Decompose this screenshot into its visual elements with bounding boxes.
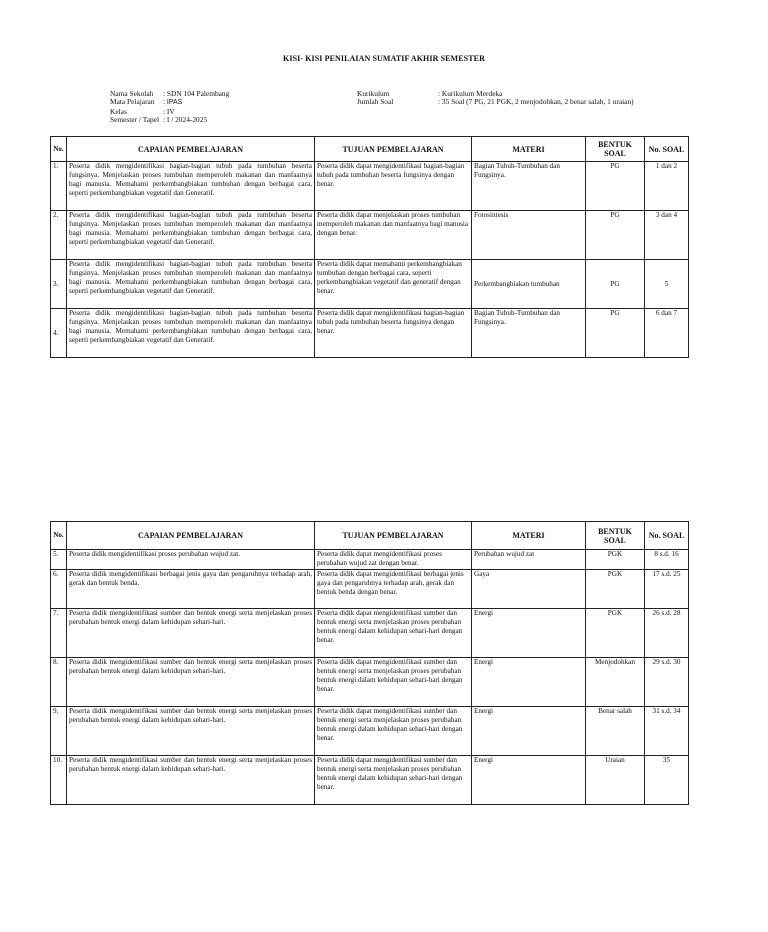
table-row (51, 162, 689, 211)
kisi-table-2 (50, 521, 689, 805)
info-label: Kurikulum (357, 89, 390, 98)
info-label: Semester / Tapel (110, 115, 160, 125)
row-bentuk: PG (586, 211, 645, 260)
info-label: Jumlah Soal (357, 97, 394, 107)
row-capaian: Peserta didik mengidentifikasi proses perubahan wujud zat. (67, 550, 315, 570)
row-nosoal: 29 s.d. 30 (645, 658, 689, 707)
row-tujuan: Peserta didik dapat mengidentifikasi sumber dan bentuk energi serta menjelaskan proses perubahan bentuk energi dalam kehidupan sehari-hari dengan benar. (315, 658, 472, 707)
row-number: 10. (51, 756, 67, 805)
row-tujuan: Peserta didik dapat mengidentifikasi proses perubahan wujud zat dengan benar. (315, 550, 472, 570)
row-materi: Energi (472, 756, 586, 805)
row-tujuan: Peserta didik dapat menjelaskan proses tumbuhan memperoleh makanan dan manfaatnya bagi manusia dengan benar. (315, 211, 472, 260)
row-nosoal: 5 (645, 260, 689, 309)
row-materi: Gaya (472, 570, 586, 609)
table-row (51, 570, 689, 609)
table-row (51, 707, 689, 756)
header-capaian: CAPAIAN PEMBELAJARAN (67, 522, 315, 550)
row-nosoal: 8 s.d. 16 (645, 550, 689, 570)
document-title: KISI- KISI PENILAIAN SUMATIF AKHIR SEMESTER (283, 54, 485, 63)
info-left (110, 90, 229, 125)
row-number: 6. (51, 570, 67, 609)
row-bentuk: Menjodohkan (586, 658, 645, 707)
row-bentuk: Benar salah (586, 707, 645, 756)
row-number: 4. (51, 309, 67, 358)
row-bentuk: PGK (586, 550, 645, 570)
header-no: No. (51, 137, 67, 162)
row-materi: Fotosintesis (472, 211, 586, 260)
row-materi: Bagian Tubuh-Tumbuhan dan Fungsinya. (472, 162, 586, 211)
row-nosoal: 3 dan 4 (645, 211, 689, 260)
row-materi: Perkembangbiakan tumbuhan (472, 260, 586, 309)
row-nosoal: 1 dan 2 (645, 162, 689, 211)
kisi-table-1 (50, 136, 689, 358)
row-number: 8. (51, 658, 67, 707)
row-number: 9. (51, 707, 67, 756)
row-bentuk: PG (586, 260, 645, 309)
info-value: : Kurikulum Merdeka (438, 89, 503, 98)
info-value: : I / 2024-2025 (163, 115, 208, 125)
header-bentuk: BENTUK SOAL (586, 137, 645, 162)
row-materi: Energi (472, 658, 586, 707)
info-value: : SDN 104 Palembang (163, 89, 230, 98)
header-nosoal: No. SOAL (645, 137, 689, 162)
row-capaian: Peserta didik mengidentifikasi sumber dan bentuk energi serta menjelaskan proses perubahan bentuk energi dalam kehidupan sehari-hari. (67, 756, 315, 805)
row-materi: Energi (472, 707, 586, 756)
row-tujuan: Peserta didik dapat mengidentifikasi bagian-bagian tubuh pada tumbuhan beserta fungsinya dengan benar. (315, 162, 472, 211)
row-nosoal: 6 dan 7 (645, 309, 689, 358)
header-no: No. (51, 522, 67, 550)
row-capaian: Peserta didik mengidentifikasi bagian-bagian tubuh pada tumbuhan beserta fungsinya. Menjelaskan proses tumbuhan memperoleh makanan dan manfaatnya bagi manusia. Memahami perkembangbiakan tumbuhan dengan berbagai cara, seperti perkembangbiakan vegetatif dan Generatif. (67, 309, 315, 358)
info-row-question-count (357, 98, 634, 106)
header-bentuk: BENTUK SOAL (586, 522, 645, 550)
header-materi: MATERI (472, 522, 586, 550)
row-number: 1. (51, 162, 67, 211)
info-value: : 35 Soal (7 PG, 21 PGK, 2 menjodohkan, 2 benar salah, 1 uraian) (438, 97, 634, 107)
row-number: 7. (51, 609, 67, 658)
info-row-semester (110, 116, 229, 124)
info-right (357, 90, 634, 107)
table-header-row (51, 522, 689, 550)
row-capaian: Peserta didik mengidentifikasi sumber dan bentuk energi serta menjelaskan proses perubahan bentuk energi dalam kehidupan sehari-hari. (67, 658, 315, 707)
row-capaian: Peserta didik mengidentifikasi sumber dan bentuk energi serta menjelaskan proses perubahan bentuk energi dalam kehidupan sehari-hari. (67, 707, 315, 756)
table-row (51, 609, 689, 658)
row-capaian: Peserta didik mengidentifikasi bagian-bagian tubuh pada tumbuhan beserta fungsinya. Menjelaskan proses tumbuhan memperoleh makanan dan manfaatnya bagi manusia. Memahami perkembangbiakan tumbuhan dengan berbagai cara, seperti perkembangbiakan vegetatif dan Generatif. (67, 162, 315, 211)
row-bentuk: PGK (586, 609, 645, 658)
row-bentuk: PG (586, 162, 645, 211)
header-tujuan: TUJUAN PEMBELAJARAN (315, 522, 472, 550)
table-row (51, 756, 689, 805)
row-nosoal: 31 s.d. 34 (645, 707, 689, 756)
header-nosoal: No. SOAL (645, 522, 689, 550)
row-tujuan: Peserta didik dapat memahami perkembangbiakan tumbuhan dengan berbagai cara, seperti perkembangbiakan vegetatif dan generatif dengan benar. (315, 260, 472, 309)
row-nosoal: 17 s.d. 25 (645, 570, 689, 609)
row-nosoal: 35 (645, 756, 689, 805)
row-materi: Energi (472, 609, 586, 658)
header-materi: MATERI (472, 137, 586, 162)
table-row (51, 211, 689, 260)
row-bentuk: PG (586, 309, 645, 358)
row-tujuan: Peserta didik dapat mengidentifikasi sumber dan bentuk energi serta menjelaskan proses perubahan bentuk energi dalam kehidupan sehari-hari dengan benar. (315, 756, 472, 805)
row-tujuan: Peserta didik dapat mengidentifikasi sumber dan bentuk energi serta menjelaskan proses perubahan bentuk energi dalam kehidupan sehari-hari dengan benar. (315, 707, 472, 756)
info-value: : IV (163, 106, 175, 116)
row-number: 5. (51, 550, 67, 570)
row-tujuan: Peserta didik dapat mengidentifikasi sumber dan bentuk energi serta menjelaskan proses perubahan bentuk energi dalam kehidupan sehari-hari dengan benar. (315, 609, 472, 658)
row-tujuan: Peserta didik dapat mengidentifikasi berbagai jenis gaya dan pengaruhnya terhadap arah, gerak dan bentuk benda dengan benar. (315, 570, 472, 609)
row-number: 2. (51, 211, 67, 260)
table-row (51, 260, 689, 309)
row-materi: Bagian Tubuh-Tumbuhan dan Fungsinya. (472, 309, 586, 358)
row-number: 3. (51, 260, 67, 309)
table-row (51, 550, 689, 570)
info-label: Nama Sekolah (110, 89, 154, 98)
row-capaian: Peserta didik mengidentifikasi bagian-bagian tubuh pada tumbuhan beserta fungsinya. Menjelaskan proses tumbuhan memperoleh makanan dan manfaatnya bagi manusia. Memahami perkembangbiakan tumbuhan dengan berbagai cara, seperti perkembangbiakan vegetatif dan Generatif. (67, 260, 315, 309)
row-nosoal: 26 s.d. 28 (645, 609, 689, 658)
table-row (51, 309, 689, 358)
info-value: : IPAS (163, 99, 183, 107)
row-capaian: Peserta didik mengidentifikasi bagian-bagian tubuh pada tumbuhan beserta fungsinya. Menjelaskan proses tumbuhan memperoleh makanan dan manfaatnya bagi manusia. Memahami perkembangbiakan tumbuhan dengan berbagai cara, seperti perkembangbiakan vegetatif dan Generatif. (67, 211, 315, 260)
row-bentuk: PGK (586, 570, 645, 609)
header-tujuan: TUJUAN PEMBELAJARAN (315, 137, 472, 162)
row-materi: Perubahan wujud zat (472, 550, 586, 570)
row-capaian: Peserta didik mengidentifikasi sumber dan bentuk energi serta menjelaskan proses perubahan bentuk energi dalam kehidupan sehari-hari. (67, 609, 315, 658)
row-capaian: Peserta didik mengidentifikasi berbagai jenis gaya dan pengaruhnya terhadap arah, gerak dan bentuk benda. (67, 570, 315, 609)
info-label: Mata Pelajaran (110, 97, 155, 107)
table-header-row (51, 137, 689, 162)
row-tujuan: Peserta didik dapat mengidentifikasi bagian-bagian tubuh pada tumbuhan beserta fungsinya dengan benar. (315, 309, 472, 358)
header-capaian: CAPAIAN PEMBELAJARAN (67, 137, 315, 162)
row-bentuk: Uraian (586, 756, 645, 805)
info-label: Kelas (110, 106, 127, 116)
table-row (51, 658, 689, 707)
